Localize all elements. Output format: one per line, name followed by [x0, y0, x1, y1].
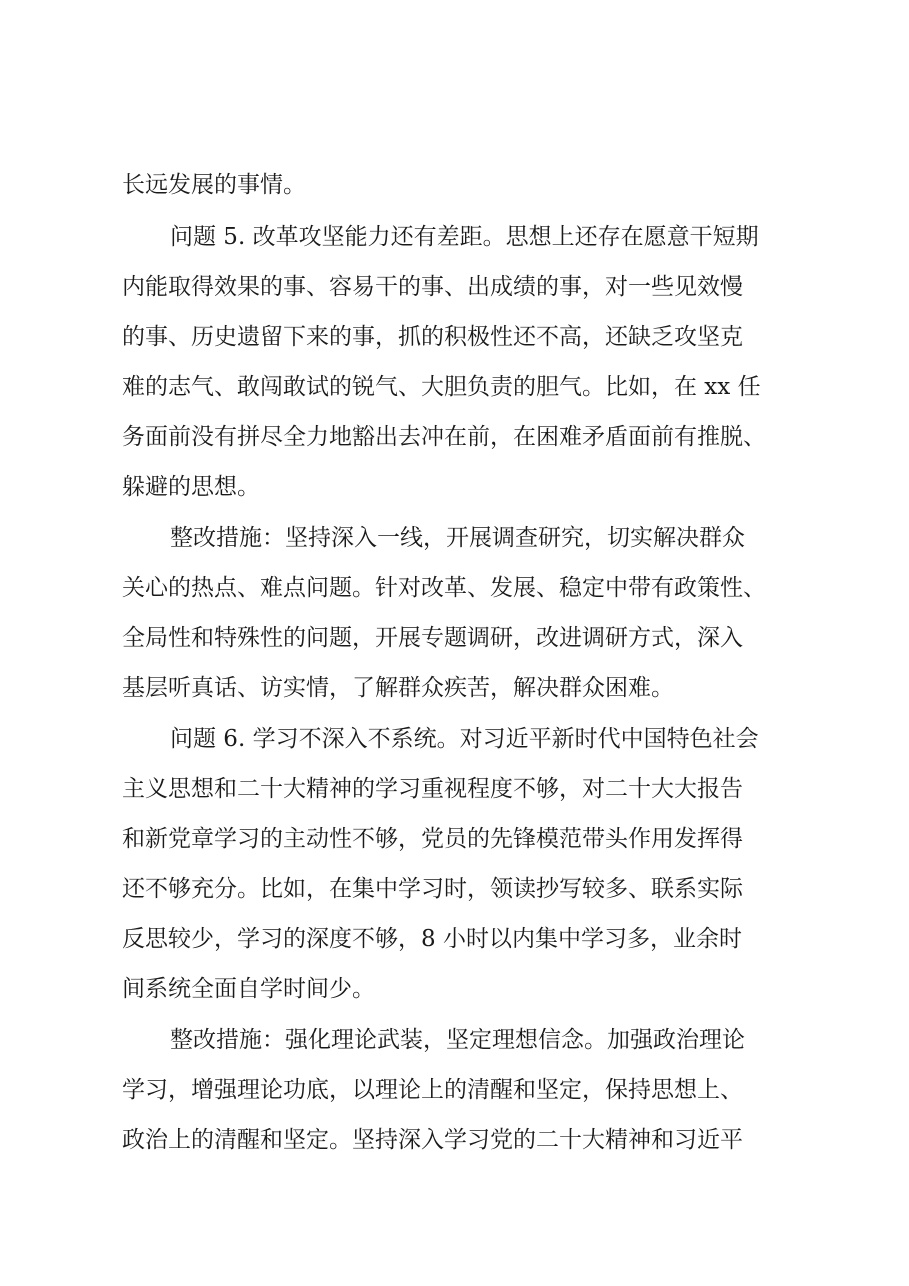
text-line: 难的志气、敢闯敢试的锐气、大胆负责的胆气。比如，在 xx 任	[122, 374, 761, 400]
text-line: 还不够充分。比如，在集中学习时，领读抄写较多、联系实际	[122, 876, 743, 902]
text-line: 整改措施：坚持深入一线，开展调查研究，切实解决群众	[170, 525, 745, 551]
text-line: 反思较少，学习的深度不够，8 小时以内集中学习多，业余时	[122, 926, 742, 952]
text-line: 躲避的思想。	[122, 474, 260, 500]
text-line: 和新党章学习的主动性不够，党员的先锋模范带头作用发挥得	[122, 826, 743, 852]
text-line: 内能取得效果的事、容易干的事、出成绩的事，对一些见效慢	[122, 274, 743, 300]
text-line: 务面前没有拼尽全力地豁出去冲在前，在困难矛盾面前有推脱、	[122, 424, 766, 450]
text-line: 整改措施：强化理论武装，坚定理想信念。加强政治理论	[170, 1027, 745, 1053]
text-line: 的事、历史遗留下来的事，抓的积极性还不高，还缺乏攻坚克	[122, 324, 743, 350]
text-line: 政治上的清醒和坚定。坚持深入学习党的二十大精神和习近平	[122, 1127, 743, 1153]
text-line: 关心的热点、难点问题。针对改革、发展、稳定中带有政策性、	[122, 575, 766, 601]
text-line: 主义思想和二十大精神的学习重视程度不够，对二十大大报告	[122, 776, 743, 802]
text-line: 长远发展的事情。	[122, 172, 306, 198]
text-line: 基层听真话、访实情，了解群众疾苦，解决群众困难。	[122, 675, 674, 701]
text-line: 全局性和特殊性的问题，开展专题调研，改进调研方式，深入	[122, 625, 743, 651]
text-line: 学习，增强理论功底，以理论上的清醒和坚定，保持思想上、	[122, 1077, 743, 1103]
text-line: 问题 6. 学习不深入不系统。对习近平新时代中国特色社会	[170, 726, 759, 752]
text-line: 间系统全面自学时间少。	[122, 976, 375, 1002]
text-line: 问题 5. 改革攻坚能力还有差距。思想上还存在愿意干短期	[170, 224, 759, 250]
